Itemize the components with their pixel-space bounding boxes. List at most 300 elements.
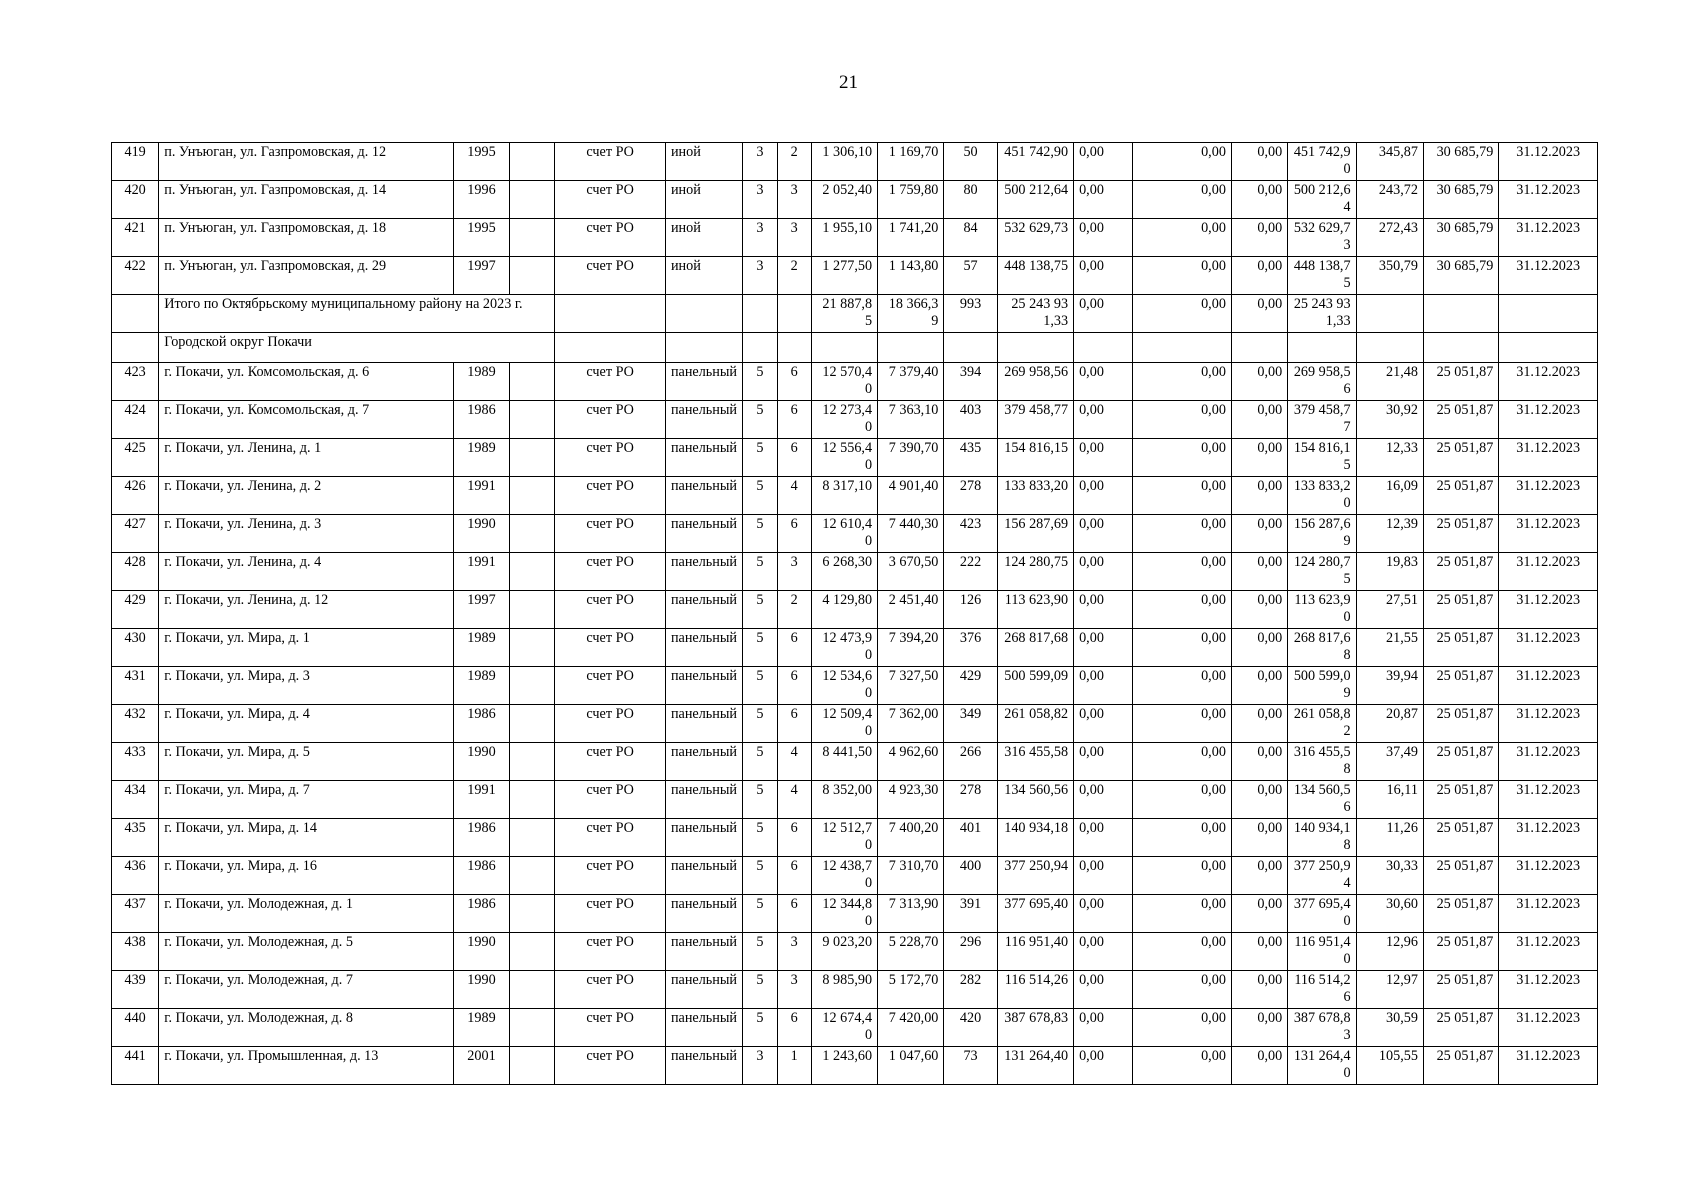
floors-cell: 5 — [743, 895, 777, 933]
cost-source-cell: 0,00 — [1231, 1047, 1287, 1085]
year-cell: 1990 — [453, 933, 509, 971]
floors-cell: 5 — [743, 1009, 777, 1047]
cost-source-cell: 0,00 — [1074, 819, 1133, 857]
cost-source-cell: 0,00 — [1231, 629, 1287, 667]
row-number-cell: 441 — [112, 1047, 159, 1085]
year-cell: 1986 — [453, 857, 509, 895]
wall-material-cell: иной — [665, 257, 742, 295]
entrances-cell: 6 — [777, 363, 811, 401]
entrances-cell: 6 — [777, 515, 811, 553]
empty-cell — [1231, 333, 1287, 363]
cost-source-cell: 0,00 — [1231, 667, 1287, 705]
subtotal-row — [112, 295, 1598, 333]
owners-funds-cell: 116 514,26 — [1288, 971, 1356, 1009]
cost-source-cell: 0,00 — [1231, 219, 1287, 257]
total-cost-cell: 124 280,75 — [997, 553, 1073, 591]
floors-cell: 5 — [743, 705, 777, 743]
completion-date-cell: 31.12.2023 — [1499, 591, 1598, 629]
cost-source-cell: 0,00 — [1074, 781, 1133, 819]
cost-source-cell: 0,00 — [1074, 1009, 1133, 1047]
total-cost-cell: 116 951,40 — [997, 933, 1073, 971]
completion-date-cell: 31.12.2023 — [1499, 515, 1598, 553]
total-cost-cell: 500 212,64 — [997, 181, 1073, 219]
subtotal-cost-source: 0,00 — [1133, 295, 1232, 333]
total-area-cell: 6 268,30 — [811, 553, 877, 591]
cost-source-cell: 0,00 — [1074, 743, 1133, 781]
cost-limit-cell: 25 051,87 — [1423, 705, 1498, 743]
row-number-cell: 433 — [112, 743, 159, 781]
residents-cell: 266 — [944, 743, 997, 781]
residents-cell: 296 — [944, 933, 997, 971]
empty-cell — [665, 333, 742, 363]
residential-area-cell: 7 310,70 — [878, 857, 944, 895]
specific-cost-cell: 350,79 — [1356, 257, 1423, 295]
cost-source-cell: 0,00 — [1133, 933, 1232, 971]
cost-limit-cell: 25 051,87 — [1423, 363, 1498, 401]
floors-cell: 5 — [743, 781, 777, 819]
cost-source-cell: 0,00 — [1133, 143, 1232, 181]
fund-method-cell: счет РО — [555, 629, 666, 667]
total-area-cell: 12 509,40 — [811, 705, 877, 743]
completion-date-cell: 31.12.2023 — [1499, 705, 1598, 743]
fund-method-cell: счет РО — [555, 143, 666, 181]
completion-date-cell: 31.12.2023 — [1499, 219, 1598, 257]
specific-cost-cell: 243,72 — [1356, 181, 1423, 219]
total-area-cell: 8 441,50 — [811, 743, 877, 781]
entrances-cell: 3 — [777, 933, 811, 971]
table-row — [112, 629, 1598, 667]
residents-cell: 420 — [944, 1009, 997, 1047]
row-number-cell: 435 — [112, 819, 159, 857]
cost-source-cell: 0,00 — [1231, 257, 1287, 295]
residents-cell: 401 — [944, 819, 997, 857]
empty-cell — [510, 1047, 555, 1085]
entrances-cell: 6 — [777, 1009, 811, 1047]
empty-cell — [777, 333, 811, 363]
completion-date-cell: 31.12.2023 — [1499, 439, 1598, 477]
entrances-cell: 6 — [777, 439, 811, 477]
wall-material-cell: панельный — [665, 705, 742, 743]
residents-cell: 400 — [944, 857, 997, 895]
cost-source-cell: 0,00 — [1231, 819, 1287, 857]
total-cost-cell: 387 678,83 — [997, 1009, 1073, 1047]
cost-source-cell: 0,00 — [1133, 629, 1232, 667]
cost-source-cell: 0,00 — [1074, 363, 1133, 401]
residential-area-cell: 1 741,20 — [878, 219, 944, 257]
cost-source-cell: 0,00 — [1074, 895, 1133, 933]
wall-material-cell: панельный — [665, 743, 742, 781]
cost-source-cell: 0,00 — [1231, 705, 1287, 743]
specific-cost-cell: 11,26 — [1356, 819, 1423, 857]
specific-cost-cell: 19,83 — [1356, 553, 1423, 591]
fund-method-cell: счет РО — [555, 363, 666, 401]
cost-source-cell: 0,00 — [1133, 219, 1232, 257]
fund-method-cell: счет РО — [555, 257, 666, 295]
row-number-cell: 425 — [112, 439, 159, 477]
wall-material-cell: панельный — [665, 515, 742, 553]
entrances-cell: 4 — [777, 743, 811, 781]
fund-method-cell: счет РО — [555, 819, 666, 857]
cost-source-cell: 0,00 — [1231, 895, 1287, 933]
floors-cell: 5 — [743, 743, 777, 781]
year-cell: 1991 — [453, 477, 509, 515]
empty-cell — [510, 143, 555, 181]
wall-material-cell: панельный — [665, 933, 742, 971]
empty-cell — [1133, 333, 1232, 363]
row-number-cell: 439 — [112, 971, 159, 1009]
owners-funds-cell: 448 138,75 — [1288, 257, 1356, 295]
total-area-cell: 12 674,40 — [811, 1009, 877, 1047]
total-area-cell: 8 985,90 — [811, 971, 877, 1009]
residents-cell: 429 — [944, 667, 997, 705]
row-number-cell: 437 — [112, 895, 159, 933]
entrances-cell: 4 — [777, 477, 811, 515]
empty-cell — [1423, 295, 1498, 333]
floors-cell: 5 — [743, 553, 777, 591]
entrances-cell: 6 — [777, 401, 811, 439]
residential-area-cell: 7 327,50 — [878, 667, 944, 705]
completion-date-cell: 31.12.2023 — [1499, 933, 1598, 971]
floors-cell: 5 — [743, 477, 777, 515]
cost-limit-cell: 25 051,87 — [1423, 591, 1498, 629]
wall-material-cell: панельный — [665, 363, 742, 401]
residential-area-cell: 4 962,60 — [878, 743, 944, 781]
specific-cost-cell: 30,60 — [1356, 895, 1423, 933]
district-heading: Городской округ Покачи — [159, 333, 555, 363]
row-number-cell: 436 — [112, 857, 159, 895]
residents-cell: 423 — [944, 515, 997, 553]
residential-area-cell: 7 390,70 — [878, 439, 944, 477]
empty-cell — [944, 333, 997, 363]
empty-cell — [510, 257, 555, 295]
empty-cell — [665, 295, 742, 333]
residential-area-cell: 3 670,50 — [878, 553, 944, 591]
cost-source-cell: 0,00 — [1074, 401, 1133, 439]
cost-source-cell: 0,00 — [1133, 257, 1232, 295]
wall-material-cell: панельный — [665, 667, 742, 705]
fund-method-cell: счет РО — [555, 743, 666, 781]
specific-cost-cell: 30,33 — [1356, 857, 1423, 895]
row-number-cell: 422 — [112, 257, 159, 295]
completion-date-cell: 31.12.2023 — [1499, 1009, 1598, 1047]
subtotal-total-cost: 25 243 931,33 — [997, 295, 1073, 333]
address-cell: г. Покачи, ул. Ленина, д. 12 — [159, 591, 454, 629]
total-cost-cell: 316 455,58 — [997, 743, 1073, 781]
address-cell: г. Покачи, ул. Ленина, д. 1 — [159, 439, 454, 477]
table-row — [112, 895, 1598, 933]
year-cell: 1996 — [453, 181, 509, 219]
cost-source-cell: 0,00 — [1231, 1009, 1287, 1047]
table-row — [112, 219, 1598, 257]
completion-date-cell: 31.12.2023 — [1499, 743, 1598, 781]
completion-date-cell: 31.12.2023 — [1499, 857, 1598, 895]
cost-source-cell: 0,00 — [1074, 143, 1133, 181]
year-cell: 1989 — [453, 629, 509, 667]
specific-cost-cell: 12,96 — [1356, 933, 1423, 971]
cost-source-cell: 0,00 — [1133, 781, 1232, 819]
row-number-cell: 427 — [112, 515, 159, 553]
empty-cell — [510, 477, 555, 515]
address-cell: г. Покачи, ул. Промышленная, д. 13 — [159, 1047, 454, 1085]
cost-source-cell: 0,00 — [1133, 477, 1232, 515]
residential-area-cell: 1 143,80 — [878, 257, 944, 295]
residents-cell: 282 — [944, 971, 997, 1009]
subtotal-residents: 993 — [944, 295, 997, 333]
cost-source-cell: 0,00 — [1231, 971, 1287, 1009]
cost-source-cell: 0,00 — [1074, 667, 1133, 705]
total-cost-cell: 268 817,68 — [997, 629, 1073, 667]
table-row — [112, 971, 1598, 1009]
cost-source-cell: 0,00 — [1231, 781, 1287, 819]
residents-cell: 50 — [944, 143, 997, 181]
total-cost-cell: 113 623,90 — [997, 591, 1073, 629]
fund-method-cell: счет РО — [555, 895, 666, 933]
entrances-cell: 6 — [777, 857, 811, 895]
wall-material-cell: панельный — [665, 971, 742, 1009]
owners-funds-cell: 387 678,83 — [1288, 1009, 1356, 1047]
cost-source-cell: 0,00 — [1133, 895, 1232, 933]
address-cell: г. Покачи, ул. Мира, д. 5 — [159, 743, 454, 781]
residents-cell: 80 — [944, 181, 997, 219]
total-cost-cell: 269 958,56 — [997, 363, 1073, 401]
residential-area-cell: 7 400,20 — [878, 819, 944, 857]
empty-cell — [555, 333, 666, 363]
total-area-cell: 12 273,40 — [811, 401, 877, 439]
cost-source-cell: 0,00 — [1133, 1009, 1232, 1047]
floors-cell: 5 — [743, 857, 777, 895]
wall-material-cell: панельный — [665, 439, 742, 477]
empty-cell — [510, 553, 555, 591]
page-number: 21 — [839, 72, 858, 93]
fund-method-cell: счет РО — [555, 439, 666, 477]
year-cell: 1990 — [453, 971, 509, 1009]
year-cell: 1986 — [453, 895, 509, 933]
fund-method-cell: счет РО — [555, 515, 666, 553]
cost-source-cell: 0,00 — [1133, 819, 1232, 857]
total-area-cell: 12 512,70 — [811, 819, 877, 857]
year-cell: 1997 — [453, 591, 509, 629]
floors-cell: 5 — [743, 439, 777, 477]
entrances-cell: 6 — [777, 629, 811, 667]
year-cell: 1989 — [453, 363, 509, 401]
total-area-cell: 9 023,20 — [811, 933, 877, 971]
cost-limit-cell: 25 051,87 — [1423, 401, 1498, 439]
district-header-row — [112, 333, 1598, 363]
residential-area-cell: 7 362,00 — [878, 705, 944, 743]
floors-cell: 3 — [743, 181, 777, 219]
year-cell: 1995 — [453, 143, 509, 181]
completion-date-cell: 31.12.2023 — [1499, 477, 1598, 515]
empty-cell — [510, 629, 555, 667]
owners-funds-cell: 261 058,82 — [1288, 705, 1356, 743]
cost-source-cell: 0,00 — [1231, 363, 1287, 401]
fund-method-cell: счет РО — [555, 553, 666, 591]
fund-method-cell: счет РО — [555, 933, 666, 971]
completion-date-cell: 31.12.2023 — [1499, 257, 1598, 295]
floors-cell: 5 — [743, 667, 777, 705]
row-number-cell: 432 — [112, 705, 159, 743]
floors-cell: 5 — [743, 933, 777, 971]
subtotal-cost-source: 0,00 — [1231, 295, 1287, 333]
specific-cost-cell: 272,43 — [1356, 219, 1423, 257]
empty-cell — [743, 333, 777, 363]
empty-cell — [510, 933, 555, 971]
cost-source-cell: 0,00 — [1231, 591, 1287, 629]
cost-source-cell: 0,00 — [1133, 181, 1232, 219]
address-cell: г. Покачи, ул. Молодежная, д. 8 — [159, 1009, 454, 1047]
table-row — [112, 705, 1598, 743]
total-cost-cell: 116 514,26 — [997, 971, 1073, 1009]
row-number-cell: 420 — [112, 181, 159, 219]
cost-source-cell: 0,00 — [1231, 401, 1287, 439]
wall-material-cell: панельный — [665, 1009, 742, 1047]
cost-limit-cell: 30 685,79 — [1423, 257, 1498, 295]
address-cell: г. Покачи, ул. Комсомольская, д. 7 — [159, 401, 454, 439]
table-row — [112, 1047, 1598, 1085]
empty-cell — [510, 971, 555, 1009]
table-row — [112, 667, 1598, 705]
year-cell: 1989 — [453, 1009, 509, 1047]
year-cell: 1991 — [453, 781, 509, 819]
owners-funds-cell: 451 742,90 — [1288, 143, 1356, 181]
completion-date-cell: 31.12.2023 — [1499, 553, 1598, 591]
cost-source-cell: 0,00 — [1231, 743, 1287, 781]
residents-cell: 222 — [944, 553, 997, 591]
cost-limit-cell: 25 051,87 — [1423, 819, 1498, 857]
empty-cell — [1499, 333, 1598, 363]
entrances-cell: 1 — [777, 1047, 811, 1085]
cost-source-cell: 0,00 — [1074, 857, 1133, 895]
owners-funds-cell: 269 958,56 — [1288, 363, 1356, 401]
table-row — [112, 857, 1598, 895]
total-cost-cell: 261 058,82 — [997, 705, 1073, 743]
total-area-cell: 8 317,10 — [811, 477, 877, 515]
year-cell: 1986 — [453, 819, 509, 857]
completion-date-cell: 31.12.2023 — [1499, 401, 1598, 439]
residential-area-cell: 7 363,10 — [878, 401, 944, 439]
completion-date-cell: 31.12.2023 — [1499, 781, 1598, 819]
wall-material-cell: панельный — [665, 629, 742, 667]
total-area-cell: 12 556,40 — [811, 439, 877, 477]
residential-area-cell: 7 379,40 — [878, 363, 944, 401]
wall-material-cell: панельный — [665, 401, 742, 439]
address-cell: г. Покачи, ул. Мира, д. 7 — [159, 781, 454, 819]
year-cell: 1986 — [453, 705, 509, 743]
total-area-cell: 12 610,40 — [811, 515, 877, 553]
total-cost-cell: 448 138,75 — [997, 257, 1073, 295]
total-area-cell: 12 344,80 — [811, 895, 877, 933]
residents-cell: 349 — [944, 705, 997, 743]
cost-source-cell: 0,00 — [1231, 439, 1287, 477]
owners-funds-cell: 377 695,40 — [1288, 895, 1356, 933]
total-cost-cell: 140 934,18 — [997, 819, 1073, 857]
specific-cost-cell: 21,55 — [1356, 629, 1423, 667]
specific-cost-cell: 21,48 — [1356, 363, 1423, 401]
residential-area-cell: 1 759,80 — [878, 181, 944, 219]
residents-cell: 376 — [944, 629, 997, 667]
cost-source-cell: 0,00 — [1231, 515, 1287, 553]
cost-source-cell: 0,00 — [1074, 219, 1133, 257]
fund-method-cell: счет РО — [555, 401, 666, 439]
table-row — [112, 819, 1598, 857]
cost-source-cell: 0,00 — [1074, 971, 1133, 1009]
residential-area-cell: 5 228,70 — [878, 933, 944, 971]
cost-source-cell: 0,00 — [1231, 857, 1287, 895]
entrances-cell: 6 — [777, 895, 811, 933]
table-row — [112, 143, 1598, 181]
address-cell: г. Покачи, ул. Мира, д. 16 — [159, 857, 454, 895]
empty-cell — [510, 743, 555, 781]
table-row — [112, 257, 1598, 295]
cost-limit-cell: 25 051,87 — [1423, 781, 1498, 819]
completion-date-cell: 31.12.2023 — [1499, 667, 1598, 705]
cost-source-cell: 0,00 — [1133, 705, 1232, 743]
year-cell: 1995 — [453, 219, 509, 257]
cost-source-cell: 0,00 — [1074, 1047, 1133, 1085]
row-number-cell: 419 — [112, 143, 159, 181]
floors-cell: 3 — [743, 219, 777, 257]
address-cell: п. Унъюган, ул. Газпромовская, д. 29 — [159, 257, 454, 295]
table-row — [112, 743, 1598, 781]
empty-cell — [510, 515, 555, 553]
residential-area-cell: 1 047,60 — [878, 1047, 944, 1085]
residential-area-cell: 7 394,20 — [878, 629, 944, 667]
cost-source-cell: 0,00 — [1133, 401, 1232, 439]
table-row — [112, 439, 1598, 477]
table-row — [112, 933, 1598, 971]
cost-limit-cell: 25 051,87 — [1423, 743, 1498, 781]
owners-funds-cell: 500 212,64 — [1288, 181, 1356, 219]
empty-cell — [510, 781, 555, 819]
completion-date-cell: 31.12.2023 — [1499, 1047, 1598, 1085]
owners-funds-cell: 316 455,58 — [1288, 743, 1356, 781]
empty-cell — [743, 295, 777, 333]
entrances-cell: 2 — [777, 591, 811, 629]
cost-source-cell: 0,00 — [1133, 667, 1232, 705]
specific-cost-cell: 16,11 — [1356, 781, 1423, 819]
row-number-cell: 421 — [112, 219, 159, 257]
residential-area-cell: 7 313,90 — [878, 895, 944, 933]
year-cell: 1986 — [453, 401, 509, 439]
entrances-cell: 3 — [777, 219, 811, 257]
total-area-cell: 8 352,00 — [811, 781, 877, 819]
row-number-cell: 423 — [112, 363, 159, 401]
cost-source-cell: 0,00 — [1133, 1047, 1232, 1085]
address-cell: г. Покачи, ул. Мира, д. 3 — [159, 667, 454, 705]
row-number-cell: 429 — [112, 591, 159, 629]
cost-source-cell: 0,00 — [1231, 553, 1287, 591]
entrances-cell: 2 — [777, 257, 811, 295]
table-row — [112, 591, 1598, 629]
completion-date-cell: 31.12.2023 — [1499, 629, 1598, 667]
fund-method-cell: счет РО — [555, 781, 666, 819]
cost-limit-cell: 30 685,79 — [1423, 219, 1498, 257]
floors-cell: 5 — [743, 401, 777, 439]
total-cost-cell: 379 458,77 — [997, 401, 1073, 439]
table-row — [112, 1009, 1598, 1047]
entrances-cell: 3 — [777, 553, 811, 591]
empty-cell — [510, 705, 555, 743]
total-area-cell: 4 129,80 — [811, 591, 877, 629]
row-number-cell: 428 — [112, 553, 159, 591]
wall-material-cell: иной — [665, 219, 742, 257]
empty-cell — [510, 363, 555, 401]
cost-source-cell: 0,00 — [1133, 971, 1232, 1009]
residential-area-cell: 7 420,00 — [878, 1009, 944, 1047]
floors-cell: 3 — [743, 1047, 777, 1085]
total-area-cell: 12 438,70 — [811, 857, 877, 895]
wall-material-cell: панельный — [665, 591, 742, 629]
